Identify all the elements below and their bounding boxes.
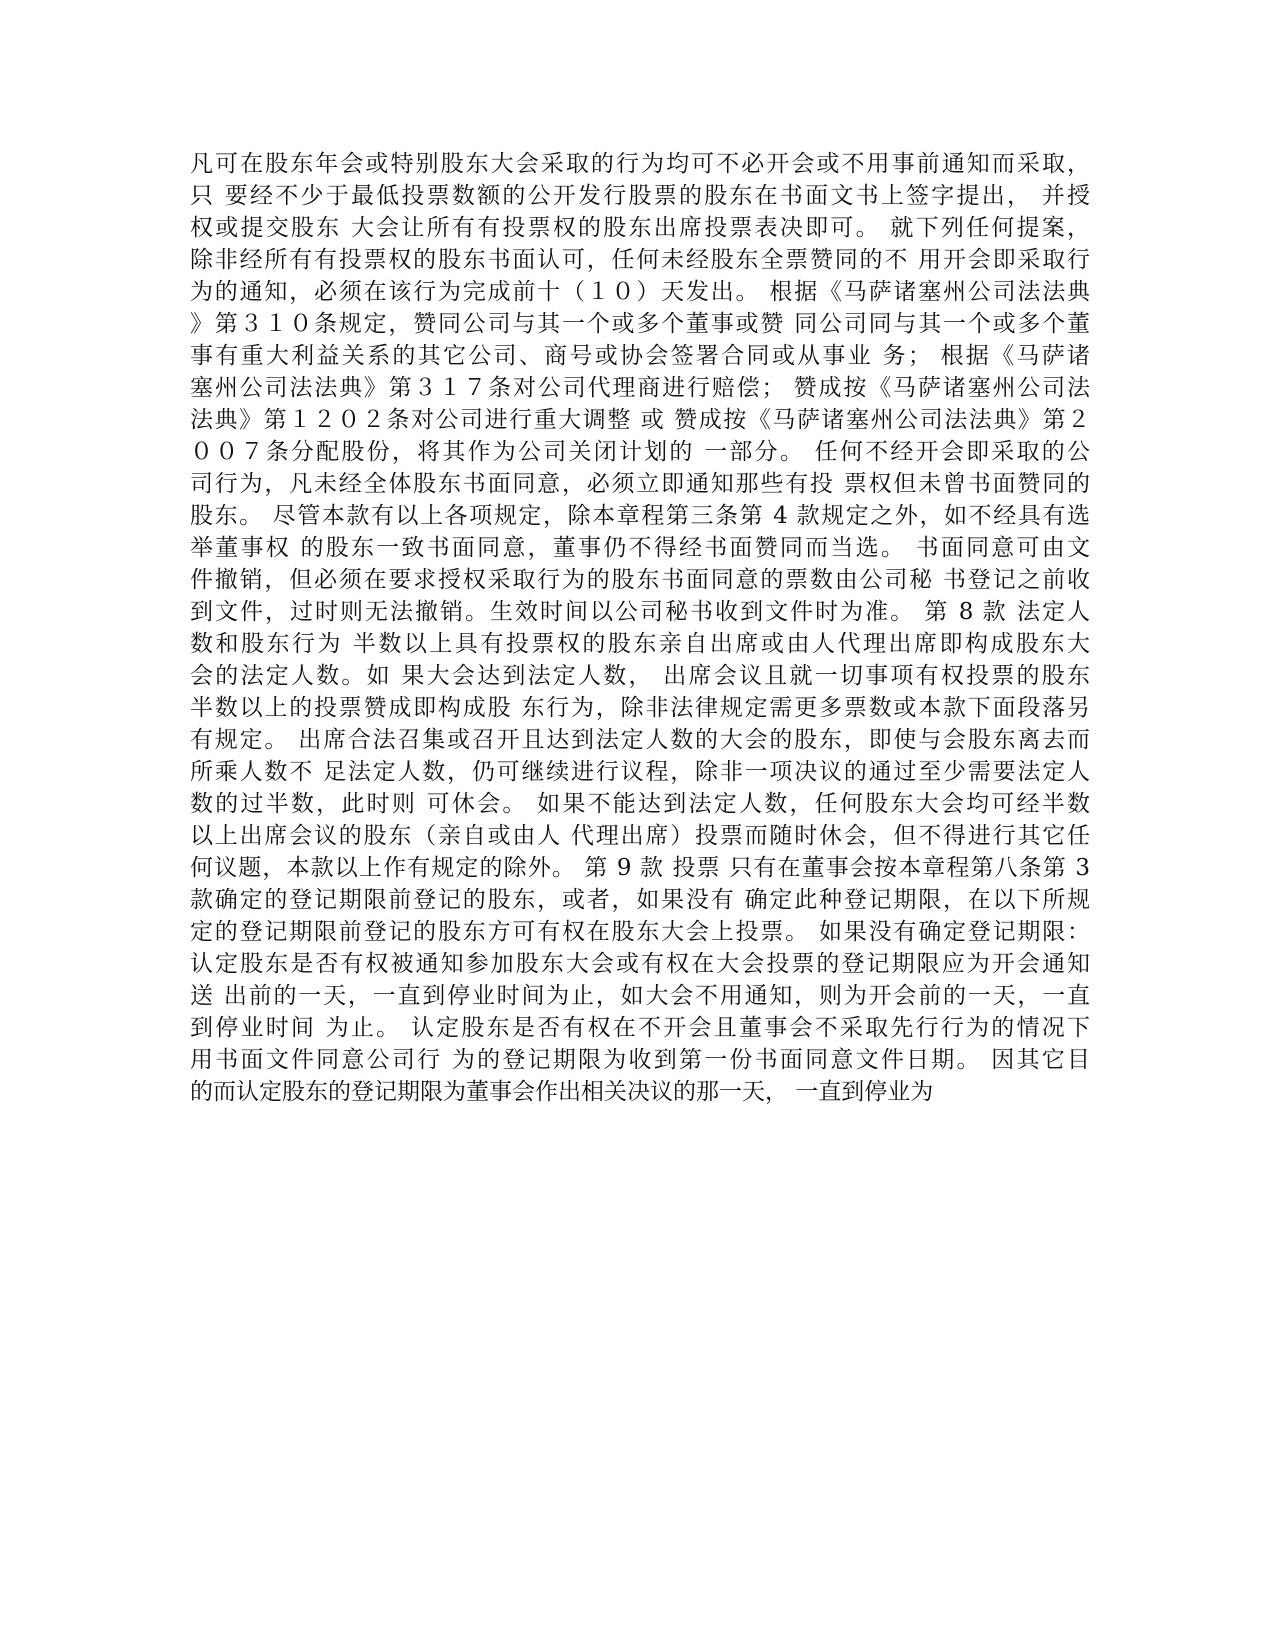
text-line: 用书面文件同意公司行 为的登记期限为收到第一份书面同意文件日期。 因其它目	[190, 1047, 1090, 1073]
text-line: 权或提交股东 大会让所有有投票权的股东出席投票表决即可。 就下列任何提案，	[190, 215, 1090, 241]
text-line: 件撤销，但必须在要求授权采取行为的股东书面同意的票数由公司秘 书登记之前收	[190, 567, 1090, 593]
text-line: 认定股东是否有权被通知参加股东大会或有权在大会投票的登记期限应为开会通知	[190, 951, 1090, 977]
text-line: 送 出前的一天，一直到停业时间为止，如大会不用通知，则为开会前的一天，一直	[190, 983, 1090, 1009]
text-line: 司行为，凡未经全体股东书面同意，必须立即通知那些有投 票权但未曾书面赞同的	[190, 471, 1090, 497]
text-line: 塞州公司法法典》第３１７条对公司代理商进行赔偿； 赞成按《马萨诸塞州公司法	[190, 375, 1090, 401]
text-line: 有规定。 出席合法召集或召开且达到法定人数的大会的股东，即使与会股东离去而	[190, 727, 1090, 753]
text-line: 只 要经不少于最低投票数额的公开发行股票的股东在书面文书上签字提出， 并授	[190, 183, 1090, 209]
text-line: 事有重大利益关系的其它公司、商号或协会签署合同或从事业 务； 根据《马萨诸	[190, 343, 1090, 369]
text-line: 会的法定人数。如 果大会达到法定人数， 出席会议且就一切事项有权投票的股东	[190, 663, 1090, 689]
text-line: 到文件，过时则无法撤销。生效时间以公司秘书收到文件时为准。 第 8 款 法定人	[190, 599, 1090, 625]
text-line: 所乘人数不 足法定人数，仍可继续进行议程，除非一项决议的通过至少需要法定人	[190, 759, 1090, 785]
text-line: 举董事权 的股东一致书面同意，董事仍不得经书面赞同而当选。 书面同意可由文	[190, 535, 1090, 561]
text-line: 定的登记期限前登记的股东方可有权在股东大会上投票。 如果没有确定登记期限：	[190, 919, 1090, 945]
text-line: ００７条分配股份，将其作为公司关闭计划的 一部分。 任何不经开会即采取的公	[190, 439, 1090, 465]
text-line: 数和股东行为 半数以上具有投票权的股东亲自出席或由人代理出席即构成股东大	[190, 631, 1090, 657]
text-line: 数的过半数，此时则 可休会。 如果不能达到法定人数，任何股东大会均可经半数	[190, 791, 1090, 817]
text-line: 为的通知，必须在该行为完成前十（１０）天发出。 根据《马萨诸塞州公司法法典	[190, 279, 1090, 305]
text-line: 款确定的登记期限前登记的股东，或者，如果没有 确定此种登记期限，在以下所规	[190, 887, 1090, 913]
text-line: 凡可在股东年会或特别股东大会采取的行为均可不必开会或不用事前通知而采取，	[190, 151, 1090, 177]
text-line: 的而认定股东的登记期限为董事会作出相关决议的那一天， 一直到停业为	[190, 1079, 934, 1105]
document-body	[190, 148, 1090, 1108]
text-line: 到停业时间 为止。 认定股东是否有权在不开会且董事会不采取先行行为的情况下	[190, 1015, 1090, 1041]
text-line: 除非经所有有投票权的股东书面认可，任何未经股东全票赞同的不 用开会即采取行	[190, 247, 1090, 273]
text-line: 半数以上的投票赞成即构成股 东行为，除非法律规定需更多票数或本款下面段落另	[190, 695, 1090, 721]
text-line: 法典》第１２０２条对公司进行重大调整 或 赞成按《马萨诸塞州公司法法典》第２	[190, 407, 1090, 433]
text-line: 何议题，本款以上作有规定的除外。 第 9 款 投票 只有在董事会按本章程第八条第 3	[190, 855, 1090, 881]
text-line: 以上出席会议的股东（亲自或由人 代理出席）投票而随时休会，但不得进行其它任	[190, 823, 1090, 849]
text-line: 》第３１０条规定，赞同公司与其一个或多个董事或赞 同公司同与其一个或多个董	[190, 311, 1090, 337]
text-line: 股东。 尽管本款有以上各项规定，除本章程第三条第 4 款规定之外，如不经具有选	[190, 503, 1090, 529]
